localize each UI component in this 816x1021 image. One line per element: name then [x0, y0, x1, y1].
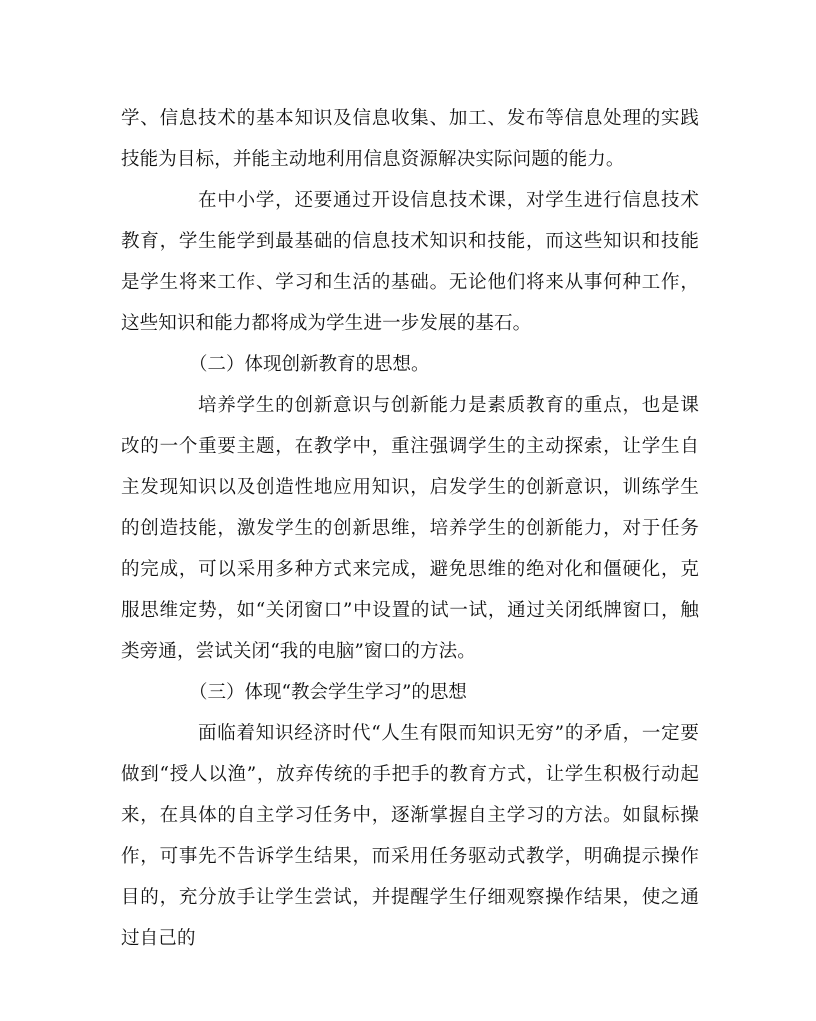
paragraph-innovation: 培养学生的创新意识与创新能力是素质教育的重点，也是课改的一个重要主题，在教学中，重注强调学生的主动探索，让学生自主发现知识以及创造性地应用知识，启发学生的创新意识，训练学生的创造技能，激发学生的创新思维，培养学生的创新能力，对于任务的完成，可以采用多种方式来完成，避免思维的绝对化和僵硬化，克服思维定势，如“关闭窗口”中设置的试一试，通过关闭纸牌窗口，触类旁通，尝试关闭“我的电脑”窗口的方法。 [121, 395, 699, 662]
paragraph-it-education: 在中小学，还要通过开设信息技术课，对学生进行信息技术教育，学生能学到最基础的信息技术知识和技能，而这些知识和技能是学生将来工作、学习和生活的基础。无论他们将来从事何种工作，这些知识和能力都将成为学生进一步发展的基石。 [121, 190, 699, 334]
section-heading-innovation: （二）体现创新教育的思想。 [189, 354, 430, 375]
paragraph-learning: 面临着知识经济时代“人生有限而知识无穷”的矛盾，一定要做到“授人以渔”，放弃传统的手把手的教育方式，让学生积极行动起来，在具体的自主学习任务中，逐渐掌握自主学习的方法。如鼠标操作，可事先不告诉学生结果，而采用任务驱动式教学，明确提示操作目的，充分放手让学生尝试，并提醒学生仔细观察操作结果，使之通过自己的 [121, 723, 699, 949]
document-body [121, 98, 699, 959]
section-heading-learning: （三）体现“教会学生学习”的思想 [189, 682, 467, 703]
paragraph-continued: 学、信息技术的基本知识及信息收集、加工、发布等信息处理的实践技能为目标，并能主动地利用信息资源解决实际问题的能力。 [121, 108, 699, 170]
